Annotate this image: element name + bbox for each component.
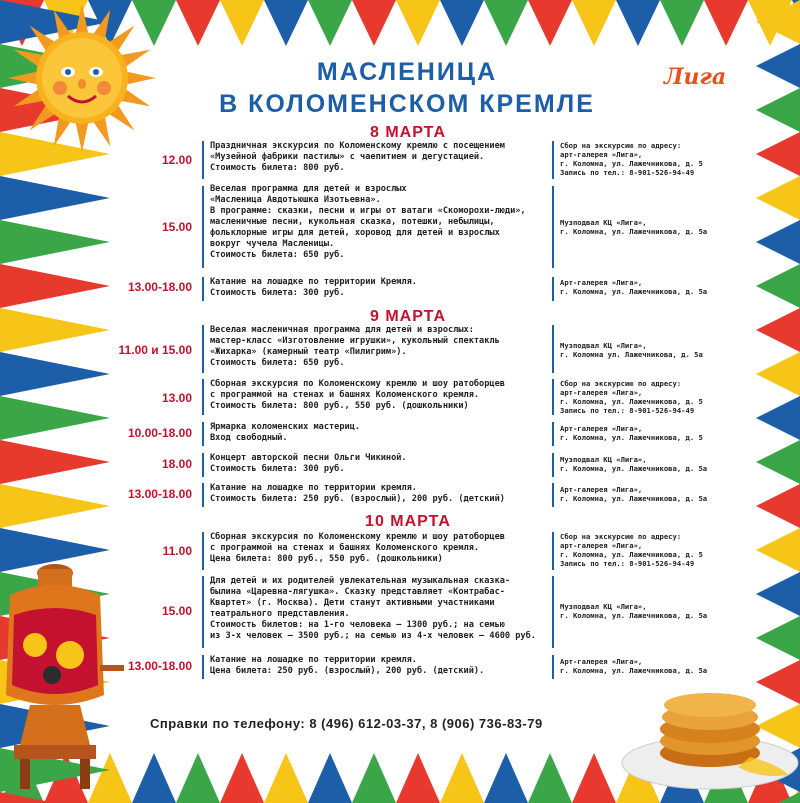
divider bbox=[552, 422, 554, 446]
divider bbox=[552, 576, 554, 648]
footer-phone: Справки по телефону: 8 (496) 612-03-37, 8 (906) 736-83-79 bbox=[150, 716, 543, 731]
event-description: Сборная экскурсия по Коломенскому кремлю и шоу ратоборцев с программой на стенах и башнях Коломенского кремля. Цена билета: 800 руб., 550 руб. (дошкольники) bbox=[210, 532, 505, 564]
border-triangle bbox=[176, 0, 220, 46]
day-label: 9 МАРТА bbox=[369, 308, 446, 325]
border-triangle bbox=[756, 440, 800, 484]
schedule-row bbox=[100, 574, 720, 650]
day-label: 8 МАРТА bbox=[369, 124, 446, 141]
schedule-row bbox=[100, 377, 720, 417]
event-time: 15.00 bbox=[161, 604, 192, 618]
liga-logo: Лига bbox=[664, 64, 727, 90]
event-description: Веселая масленичная программа для детей и взрослых: мастер-класс «Изготовление игрушки», кукольный спектакль «Жихарка» (камерный театр «Пилигрим»). Стоимость билета: 650 руб. bbox=[210, 325, 500, 368]
divider bbox=[552, 325, 554, 373]
schedule-row bbox=[100, 530, 720, 572]
border-triangle bbox=[756, 132, 800, 176]
event-description: Катание на лошадке по территории Кремля. Стоимость билета: 300 руб. bbox=[210, 277, 417, 298]
divider bbox=[202, 576, 204, 648]
border-triangle bbox=[440, 753, 484, 803]
border-triangle bbox=[756, 484, 800, 528]
border-triangle bbox=[0, 176, 110, 220]
border-triangle bbox=[220, 0, 264, 46]
border-triangle bbox=[756, 572, 800, 616]
event-venue: Арт-галерея «Лига», г. Коломна, ул. Лажечникова, д. 5а bbox=[560, 657, 708, 675]
title-line-2: В КОЛОМЕНСКОМ КРЕМЛЕ bbox=[219, 90, 595, 118]
border-triangle bbox=[0, 352, 110, 396]
event-time: 13.00-18.00 bbox=[127, 659, 192, 673]
border-triangle bbox=[352, 753, 396, 803]
border-triangle bbox=[396, 753, 440, 803]
border-triangle bbox=[264, 0, 308, 46]
border-triangle bbox=[756, 396, 800, 440]
event-description: Веселая программа для детей и взрослых «Масленица Авдотьюшка Изотьевна». В программе: сказки, песни и игры от ватаги «Скоморохи-люди», масленичные песни, кукольная сказка, потешки, небылицы, фольклорные игры для детей, хоровод для детей и взрослых вокруг чучела Масленицы. Стоимость билета: 650 руб. bbox=[210, 184, 526, 260]
event-description: Катание на лошадке по территории кремля. Цена билета: 250 руб. (взрослый), 200 руб. (детский). bbox=[210, 655, 485, 676]
event-venue: Сбор на экскурсию по адресу: арт-галерея «Лига», г. Коломна, ул. Лажечникова, д. 5 Запись по тел.: 8-901-526-94-49 bbox=[560, 141, 703, 177]
border-triangle bbox=[440, 0, 484, 46]
event-time: 13.00 bbox=[161, 391, 192, 405]
day-label: 10 МАРТА bbox=[365, 513, 451, 530]
border-triangle bbox=[756, 220, 800, 264]
divider bbox=[202, 141, 204, 179]
event-venue: Арт-галерея «Лига», г. Коломна, ул. Лажечникова, д. 5а bbox=[560, 278, 708, 296]
border-triangle bbox=[0, 440, 110, 484]
border-triangle bbox=[756, 264, 800, 308]
divider bbox=[552, 379, 554, 415]
schedule-row bbox=[100, 139, 720, 181]
event-description: Для детей и их родителей увлекательная музыкальная сказка- былина «Царевна-лягушка». Сказку представляет «Контрабас- Квартет» (г. Москва). Дети станут активными участниками театрального представления. Стоимость билетов: на 1-го человека – 1300 руб.; на семью из 3-х человек – 3500 руб.; на семью из 4-х человек – 4600 руб. bbox=[210, 576, 536, 641]
event-time: 11.00 bbox=[162, 544, 192, 558]
border-triangle bbox=[756, 176, 800, 220]
divider bbox=[552, 483, 554, 507]
divider bbox=[552, 186, 554, 268]
pancakes-icon bbox=[610, 675, 800, 803]
event-time: 12.00 bbox=[161, 153, 192, 167]
divider bbox=[202, 379, 204, 415]
divider bbox=[552, 141, 554, 179]
divider bbox=[552, 532, 554, 570]
event-description: Праздничная экскурсия по Коломенскому кремлю с посещением «Музейной фабрики пастилы» с чаепитием и дегустацией. Стоимость билета: 800 руб. bbox=[210, 141, 505, 173]
border-triangle bbox=[220, 753, 264, 803]
event-time: 13.00-18.00 bbox=[127, 487, 192, 501]
schedule-row bbox=[100, 184, 720, 270]
border-triangle bbox=[176, 753, 220, 803]
event-time: 10.00-18.00 bbox=[127, 426, 192, 440]
border-triangle bbox=[0, 484, 110, 528]
schedule-row bbox=[100, 323, 720, 375]
event-description: Концерт авторской песни Ольги Чикиной. Стоимость билета: 300 руб. bbox=[210, 453, 407, 474]
border-triangle bbox=[528, 753, 572, 803]
border-triangle bbox=[704, 0, 748, 46]
border-triangle bbox=[756, 44, 800, 88]
event-time: 15.00 bbox=[161, 220, 192, 234]
border-triangle bbox=[0, 264, 110, 308]
event-venue: Музподвал КЦ «Лига», г. Коломна, ул. Лажечникова, д. 5а bbox=[560, 602, 708, 620]
divider bbox=[202, 483, 204, 507]
event-venue: Арт-галерея «Лига», г. Коломна, ул. Лажечникова, д. 5 bbox=[560, 424, 703, 442]
event-venue: Сбор на экскурсию по адресу: арт-галерея «Лига», г. Коломна, ул. Лажечникова, д. 5 Запись по тел.: 8-901-526-94-49 bbox=[560, 532, 703, 568]
border-triangle bbox=[0, 396, 110, 440]
divider bbox=[202, 453, 204, 477]
border-triangle bbox=[396, 0, 440, 46]
border-triangle bbox=[756, 352, 800, 396]
border-triangle bbox=[484, 0, 528, 46]
border-triangle bbox=[352, 0, 396, 46]
schedule-row bbox=[100, 451, 720, 479]
border-triangle bbox=[756, 528, 800, 572]
divider bbox=[552, 277, 554, 301]
schedule-row bbox=[100, 481, 720, 509]
event-description: Ярмарка коломенских мастериц. Вход свободный. bbox=[210, 422, 361, 443]
border-triangle bbox=[308, 0, 352, 46]
border-triangle bbox=[264, 753, 308, 803]
event-time: 11.00 и 15.00 bbox=[118, 343, 192, 357]
border-triangle bbox=[0, 220, 110, 264]
event-venue: Музподвал КЦ «Лига», г. Коломна, ул. Лажечникова, д. 5а bbox=[560, 218, 708, 236]
event-venue: Музподвал КЦ «Лига», г. Коломна, ул. Лажечникова, д. 5а bbox=[560, 455, 708, 473]
schedule-row bbox=[100, 275, 720, 303]
schedule-row bbox=[100, 420, 720, 448]
event-description: Сборная экскурсия по Коломенскому кремлю и шоу ратоборцев с программой на стенах и башнях Коломенского кремля. Стоимость билета: 800 руб., 550 руб. (дошкольники) bbox=[210, 379, 505, 411]
schedule-row bbox=[100, 653, 720, 681]
border-triangle bbox=[660, 0, 704, 46]
divider bbox=[202, 325, 204, 373]
border-triangle bbox=[308, 753, 352, 803]
event-venue: Музподвал КЦ «Лига», г. Коломна ул. Лажечникова, д. 5а bbox=[560, 341, 703, 359]
border-triangle bbox=[484, 753, 528, 803]
border-triangle bbox=[616, 0, 660, 46]
border-triangle bbox=[0, 308, 110, 352]
divider bbox=[202, 422, 204, 446]
border-triangle bbox=[756, 616, 800, 660]
event-venue: Сбор на экскурсию по адресу: арт-галерея «Лига», г. Коломна, ул. Лажечникова, д. 5 Запись по тел.: 8-901-526-94-49 bbox=[560, 379, 703, 415]
event-description: Катание на лошадке по территории кремля. Стоимость билета: 250 руб. (взрослый), 200 руб. (детский) bbox=[210, 483, 505, 504]
divider bbox=[552, 453, 554, 477]
border-triangle bbox=[528, 0, 572, 46]
event-time: 13.00-18.00 bbox=[127, 280, 192, 294]
divider bbox=[202, 655, 204, 679]
border-triangle bbox=[756, 88, 800, 132]
divider bbox=[202, 186, 204, 268]
divider bbox=[552, 655, 554, 679]
title-line-1: МАСЛЕНИЦА bbox=[316, 58, 498, 86]
event-venue: Арт-галерея «Лига», г. Коломна, ул. Лажечникова, д. 5а bbox=[560, 485, 708, 503]
border-triangle bbox=[572, 0, 616, 46]
event-time: 18.00 bbox=[161, 457, 192, 471]
divider bbox=[202, 532, 204, 570]
divider bbox=[202, 277, 204, 301]
border-triangle bbox=[756, 308, 800, 352]
